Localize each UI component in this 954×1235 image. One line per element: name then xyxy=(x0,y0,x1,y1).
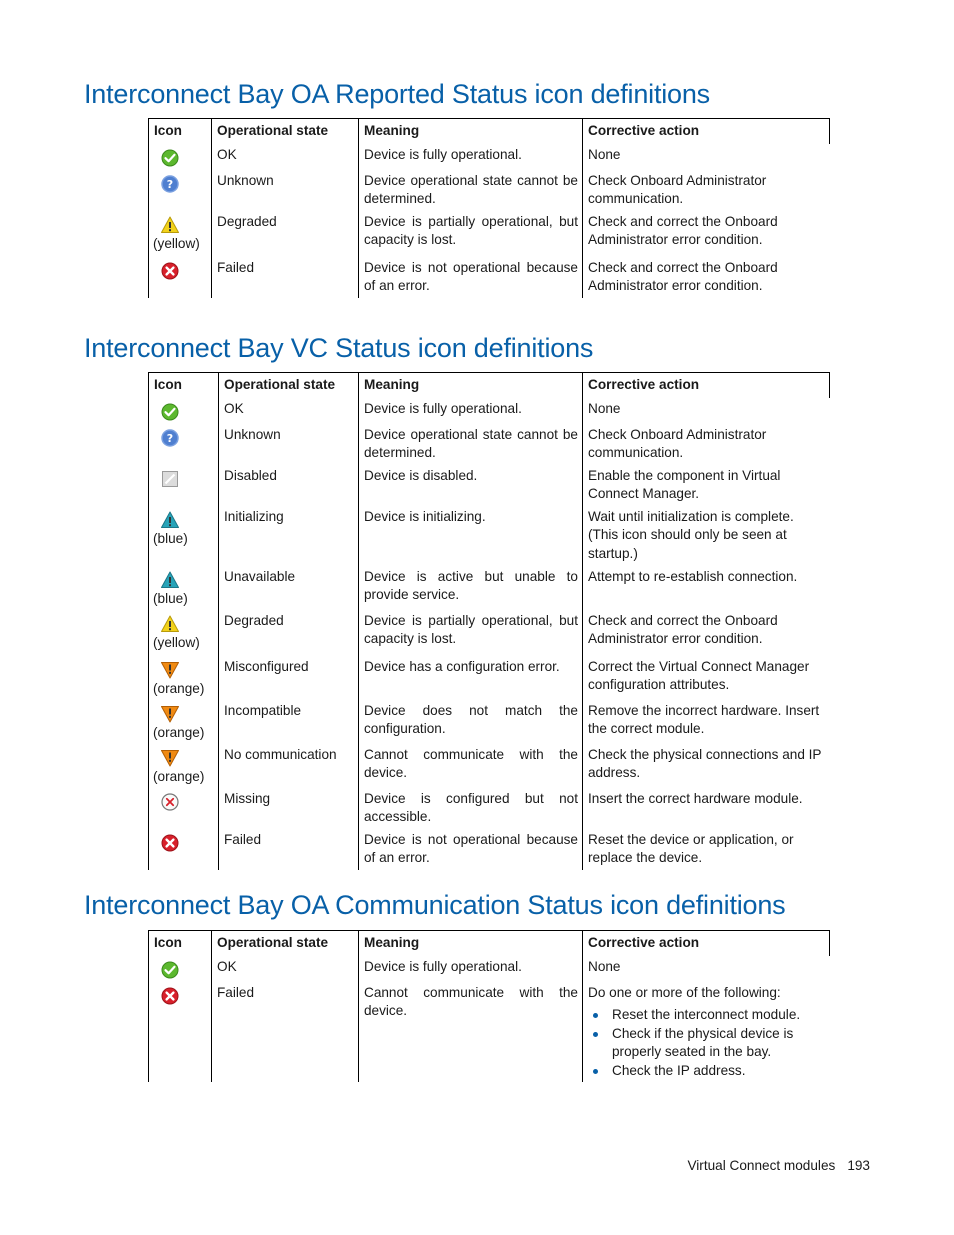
corrective-action-text: None xyxy=(588,958,621,974)
header-operational-state: Operational state xyxy=(212,931,359,956)
corrective-action-cell xyxy=(583,398,830,424)
section-title: Interconnect Bay OA Communication Status icon definitions xyxy=(84,890,786,920)
meaning-cell: Cannot communicate with the device. xyxy=(359,744,583,788)
header-meaning: Meaning xyxy=(359,119,583,144)
corrective-action-cell xyxy=(583,465,830,506)
icon-color-note: (orange) xyxy=(153,680,205,696)
icon-color-note: (blue) xyxy=(153,590,188,606)
meaning-cell: Device is fully operational. xyxy=(359,144,583,170)
corrective-action-cell xyxy=(583,744,830,788)
meaning-cell: Device is configured but not accessible. xyxy=(359,788,583,829)
section-oa-communication-status xyxy=(84,889,844,1078)
icon-cell xyxy=(149,465,219,506)
operational-state-cell: OK xyxy=(212,144,359,170)
warning-yellow-icon xyxy=(160,614,182,634)
icon-color-note: (yellow) xyxy=(153,235,200,251)
footer-chapter-title: Virtual Connect modules xyxy=(687,1158,836,1173)
bullet-list xyxy=(588,1006,826,1080)
corrective-action-cell xyxy=(583,829,830,870)
table-row xyxy=(149,144,830,170)
table-row xyxy=(149,700,830,744)
section-vc-status xyxy=(84,332,844,865)
meaning-cell: Device is active but unable to provide service. xyxy=(359,566,583,610)
page-footer xyxy=(600,1158,870,1173)
header-icon: Icon xyxy=(149,931,212,956)
icon-cell xyxy=(149,170,212,211)
corrective-action-cell xyxy=(583,170,830,211)
icon-color-note: (blue) xyxy=(153,530,188,546)
icon-color-note: (yellow) xyxy=(153,634,200,650)
icon-definitions-table xyxy=(148,118,830,298)
warning-orange-icon xyxy=(160,704,182,724)
operational-state-cell: Misconfigured xyxy=(219,656,359,700)
corrective-action-text: None xyxy=(588,146,621,162)
operational-state-cell: Unavailable xyxy=(219,566,359,610)
operational-state-cell: Failed xyxy=(219,829,359,870)
table-row xyxy=(149,656,830,700)
icon-cell xyxy=(149,829,219,870)
list-item: Check the IP address. xyxy=(588,1062,826,1081)
warning-blue-icon xyxy=(160,510,182,530)
table-row xyxy=(149,170,830,211)
icon-cell xyxy=(149,982,212,1083)
icon-cell xyxy=(149,744,219,788)
corrective-action-text: Check and correct the Onboard Administrator error condition. xyxy=(588,259,778,293)
corrective-action-text: Check and correct the Onboard Administrator error condition. xyxy=(588,612,778,646)
table-row xyxy=(149,982,830,1083)
icon-cell xyxy=(149,956,212,982)
corrective-action-text: Wait until initialization is complete. (This icon should only be seen at startup.) xyxy=(588,508,794,561)
table-header-row xyxy=(149,119,830,144)
corrective-action-text: Check Onboard Administrator communication. xyxy=(588,426,767,460)
warning-orange-icon xyxy=(160,748,182,768)
corrective-action-cell xyxy=(583,257,830,298)
icon-cell xyxy=(149,656,219,700)
header-operational-state: Operational state xyxy=(212,119,359,144)
table-row xyxy=(149,788,830,829)
icon-cell xyxy=(149,788,219,829)
operational-state-cell: Disabled xyxy=(219,465,359,506)
icon-cell xyxy=(149,257,212,298)
icon-cell xyxy=(149,144,212,170)
corrective-action-text: Check and correct the Onboard Administrator error condition. xyxy=(588,213,778,247)
icon-cell xyxy=(149,424,219,465)
operational-state-cell: OK xyxy=(219,398,359,424)
page-number: 193 xyxy=(847,1158,870,1173)
icon-definitions-table xyxy=(148,930,830,1082)
icon-cell xyxy=(149,398,219,424)
icon-cell xyxy=(149,700,219,744)
corrective-action-text: Insert the correct hardware module. xyxy=(588,790,803,806)
meaning-cell: Device is fully operational. xyxy=(359,398,583,424)
meaning-cell: Device is partially operational, but capacity is lost. xyxy=(359,610,583,656)
list-item: Check if the physical device is properly seated in the bay. xyxy=(588,1025,826,1062)
meaning-cell: Device is fully operational. xyxy=(359,956,583,982)
operational-state-cell: Incompatible xyxy=(219,700,359,744)
header-icon: Icon xyxy=(149,373,219,398)
section-oa-reported-status xyxy=(84,78,844,293)
meaning-cell: Device is not operational because of an error. xyxy=(359,257,583,298)
failed-icon xyxy=(160,833,182,853)
table-row xyxy=(149,566,830,610)
failed-icon xyxy=(160,261,182,281)
unknown-icon xyxy=(160,174,182,194)
corrective-action-text: Enable the component in Virtual Connect Manager. xyxy=(588,467,781,501)
table-row xyxy=(149,610,830,656)
section-title: Interconnect Bay VC Status icon definitions xyxy=(84,333,594,363)
warning-orange-icon xyxy=(160,660,182,680)
svg-text:?: ? xyxy=(166,177,174,191)
operational-state-cell: Missing xyxy=(219,788,359,829)
operational-state-cell: Degraded xyxy=(219,610,359,656)
header-operational-state: Operational state xyxy=(219,373,359,398)
meaning-cell: Device operational state cannot be determined. xyxy=(359,424,583,465)
corrective-action-text: Do one or more of the following: xyxy=(588,984,781,1000)
corrective-action-cell xyxy=(583,566,830,610)
missing-icon xyxy=(160,792,182,812)
table-row xyxy=(149,211,830,257)
warning-blue-icon xyxy=(160,570,182,590)
table-row xyxy=(149,956,830,982)
corrective-action-text: Check the physical connections and IP address. xyxy=(588,746,822,780)
meaning-cell: Device is partially operational, but capacity is lost. xyxy=(359,211,583,257)
operational-state-cell: Failed xyxy=(212,257,359,298)
header-corrective-action: Corrective action xyxy=(583,931,830,956)
icon-cell xyxy=(149,506,219,566)
icon-color-note: (orange) xyxy=(153,724,205,740)
table-row xyxy=(149,744,830,788)
meaning-cell: Device is initializing. xyxy=(359,506,583,566)
meaning-cell: Device operational state cannot be determined. xyxy=(359,170,583,211)
corrective-action-cell xyxy=(583,506,830,566)
table-header-row xyxy=(149,373,830,398)
icon-cell xyxy=(149,566,219,610)
corrective-action-text: Correct the Virtual Connect Manager configuration attributes. xyxy=(588,658,810,692)
ok-icon xyxy=(160,402,182,422)
operational-state-cell: Unknown xyxy=(219,424,359,465)
corrective-action-cell xyxy=(583,700,830,744)
operational-state-cell: Unknown xyxy=(212,170,359,211)
meaning-cell: Device is disabled. xyxy=(359,465,583,506)
corrective-action-cell xyxy=(583,956,830,982)
icon-definitions-table xyxy=(148,372,830,870)
table-row xyxy=(149,465,830,506)
table-row xyxy=(149,398,830,424)
icon-cell xyxy=(149,211,212,257)
operational-state-cell: OK xyxy=(212,956,359,982)
corrective-action-cell xyxy=(583,211,830,257)
header-corrective-action: Corrective action xyxy=(583,373,830,398)
corrective-action-cell xyxy=(583,982,830,1083)
corrective-action-text: Attempt to re-establish connection. xyxy=(588,568,798,584)
meaning-cell: Cannot communicate with the device. xyxy=(359,982,583,1083)
header-meaning: Meaning xyxy=(359,931,583,956)
operational-state-cell: Initializing xyxy=(219,506,359,566)
section-title: Interconnect Bay OA Reported Status icon definitions xyxy=(84,79,710,109)
corrective-action-cell xyxy=(583,656,830,700)
disabled-icon xyxy=(160,469,182,489)
corrective-action-cell xyxy=(583,610,830,656)
table-row xyxy=(149,506,830,566)
corrective-action-text: Check Onboard Administrator communication. xyxy=(588,172,767,206)
corrective-action-text: Reset the device or application, or replace the device. xyxy=(588,831,794,865)
operational-state-cell: No communication xyxy=(219,744,359,788)
operational-state-cell: Failed xyxy=(212,982,359,1083)
table-header-row xyxy=(149,931,830,956)
list-item: Reset the interconnect module. xyxy=(588,1006,826,1025)
meaning-cell: Device has a configuration error. xyxy=(359,656,583,700)
warning-yellow-icon xyxy=(160,215,182,235)
ok-icon xyxy=(160,960,182,980)
table-row xyxy=(149,424,830,465)
failed-icon xyxy=(160,986,182,1006)
icon-color-note: (orange) xyxy=(153,768,205,784)
corrective-action-cell xyxy=(583,788,830,829)
corrective-action-text: None xyxy=(588,400,621,416)
header-meaning: Meaning xyxy=(359,373,583,398)
meaning-cell: Device is not operational because of an error. xyxy=(359,829,583,870)
table-row xyxy=(149,257,830,298)
corrective-action-cell xyxy=(583,424,830,465)
ok-icon xyxy=(160,148,182,168)
corrective-action-cell xyxy=(583,144,830,170)
corrective-action-text: Remove the incorrect hardware. Insert the correct module. xyxy=(588,702,820,736)
table-row xyxy=(149,829,830,870)
unknown-icon xyxy=(160,428,182,448)
header-corrective-action: Corrective action xyxy=(583,119,830,144)
operational-state-cell: Degraded xyxy=(212,211,359,257)
meaning-cell: Device does not match the configuration. xyxy=(359,700,583,744)
header-icon: Icon xyxy=(149,119,212,144)
svg-text:?: ? xyxy=(166,431,174,445)
icon-cell xyxy=(149,610,219,656)
